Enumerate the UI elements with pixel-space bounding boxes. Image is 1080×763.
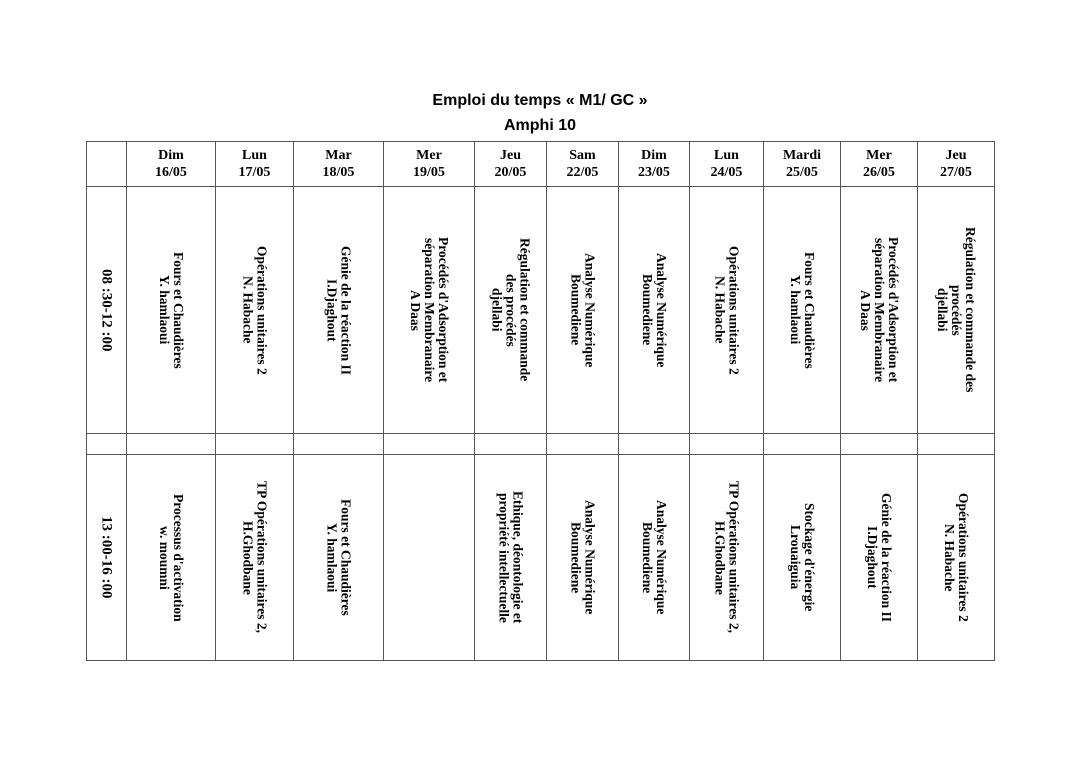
day-name: Mer [866,148,892,163]
course-line: w. moumni [157,525,172,590]
day-name: Jeu [945,148,967,163]
day-date: 26/05 [863,165,895,180]
course-text [569,253,597,367]
course-line: H.Ghodbane [712,520,728,595]
day-name: Dim [158,148,184,163]
course-cell [690,455,764,661]
course-text [858,237,900,382]
gap-cell [87,434,127,455]
course-line: N. Habache [240,276,256,344]
day-date: 23/05 [638,165,670,180]
course-cell [216,455,294,661]
course-line: Analyse Numérique [654,252,669,368]
course-line: Fours et Chaudières [171,251,186,369]
course-text [640,253,668,367]
gap-cell [547,434,619,455]
schedule-table [86,141,995,661]
day-header [384,142,475,187]
time-cell [87,455,127,661]
course-line: djellabi [935,288,950,332]
gap-row [87,434,995,455]
day-header [216,142,294,187]
course-line: Fours et Chaudières [802,251,817,369]
day-date: 16/05 [155,165,187,180]
day-date: 27/05 [940,165,972,180]
day-header [127,142,216,187]
course-line: procédés [949,284,964,336]
course-line: Ethique, déontologie et [510,491,526,624]
course-cell [918,187,995,434]
course-text [942,493,970,622]
course-cell [294,455,384,661]
course-line: séparation Membranaire [872,237,887,383]
day-date: 17/05 [238,165,271,180]
course-line: Y. hamlaoui [788,275,803,345]
gap-cell [294,434,384,455]
corner-cell [87,142,127,187]
course-line: Fours et Chaudières [338,499,354,616]
course-cell [918,455,995,661]
course-line: Procédés d'Adsorption et [436,237,451,383]
course-text [157,252,185,369]
day-name: Mer [416,148,442,163]
course-cell [547,187,619,434]
course-text [713,246,741,375]
course-text [325,499,353,616]
course-cell [384,455,475,661]
course-line: Analyse Numérique [582,500,598,615]
course-line: N. Habache [712,276,728,344]
course-text [788,252,816,369]
schedule-title: Emploi du temps « M1/ GC » [432,92,648,109]
course-text [241,481,269,633]
course-line: Lrouaiguia [788,525,803,590]
course-line: Y. hamlaoui [157,275,172,345]
day-name: Jeu [500,148,521,163]
course-text [935,227,977,392]
day-header [619,142,690,187]
course-line: Génie de la réaction II [338,245,354,375]
course-cell [690,187,764,434]
course-cell [294,187,384,434]
course-line: Régulation et commande des [963,227,978,393]
course-line: Régulation et commande [517,238,533,382]
course-text [713,481,741,633]
course-text [408,237,450,382]
gap-cell [384,434,475,455]
header-row [87,142,995,187]
course-cell [547,455,619,661]
course-cell [841,187,918,434]
course-cell [619,187,690,434]
course-cell [619,455,690,661]
course-line: Procédés d'Adsorption et [886,237,901,383]
course-line: Boumediene [568,274,584,346]
course-text [490,238,532,381]
course-line: A Daas [408,289,423,331]
gap-cell [475,434,547,455]
course-cell [475,187,547,434]
course-line: H.Ghodbane [240,520,256,595]
schedule-subtitle: Amphi 10 [503,117,576,134]
day-name: Lun [242,148,267,163]
day-date: 22/05 [566,165,599,180]
day-name: Lun [714,148,739,163]
course-text [640,500,668,614]
course-line: Analyse Numérique [654,500,669,615]
day-name: Mardi [782,148,822,163]
course-line: Y. hamlaoui [324,522,340,593]
day-header [764,142,841,187]
day-header [918,142,995,187]
course-text [497,491,525,623]
day-date: 25/05 [786,165,818,180]
gap-cell [127,434,216,455]
day-date: 20/05 [494,165,527,180]
gap-cell [918,434,995,455]
course-text [865,493,893,622]
day-header [475,142,547,187]
course-line: Stockage d'énergie [802,503,817,612]
course-line: Génie de la réaction II [879,493,894,622]
course-line: N. Habache [942,523,957,592]
course-line: des procédés [503,273,519,347]
course-text [157,494,185,622]
day-header [294,142,384,187]
gap-cell [690,434,764,455]
course-line: TP Opérations unitaires 2, [726,481,742,634]
course-line: Analyse Numérique [582,252,598,368]
gap-cell [764,434,841,455]
course-line: I.Djaghout [865,526,880,589]
course-text [241,246,269,375]
course-cell [127,455,216,661]
course-line: Opérations unitaires 2 [254,245,270,375]
day-date: 18/05 [322,165,355,180]
day-name: Mar [325,148,352,163]
course-line: TP Opérations unitaires 2, [254,481,270,634]
course-cell [764,455,841,661]
course-cell [475,455,547,661]
time-cell [87,187,127,434]
course-line: Processus d'activation [171,493,186,622]
course-line: séparation Membranaire [422,237,437,383]
day-header [841,142,918,187]
course-line: Opérations unitaires 2 [956,493,971,622]
day-header [690,142,764,187]
day-header [547,142,619,187]
course-line: propriété intellectuelle [496,492,512,623]
gap-cell [216,434,294,455]
course-line: I.Djaghout [324,278,340,342]
morning-row [87,187,995,434]
gap-cell [619,434,690,455]
course-cell [384,187,475,434]
course-line: Boumediene [640,521,655,594]
course-line: djellabi [489,288,505,332]
course-text [325,246,353,375]
day-name: Sam [569,148,596,163]
gap-cell [841,434,918,455]
course-line: Opérations unitaires 2 [726,245,742,375]
course-cell [764,187,841,434]
course-line: Boumediene [640,274,655,346]
course-line: Boumediene [568,521,584,594]
day-date: 19/05 [413,165,445,180]
course-cell [841,455,918,661]
day-name: Dim [641,148,667,163]
course-cell [127,187,216,434]
time-label: 08 :30-12 :00 [98,268,115,352]
course-text [788,503,816,611]
course-text [569,500,597,614]
day-date: 24/05 [710,165,743,180]
course-cell [216,187,294,434]
time-label: 13 :00-16 :00 [98,516,115,599]
afternoon-row [87,455,995,661]
course-line: A Daas [858,289,873,331]
